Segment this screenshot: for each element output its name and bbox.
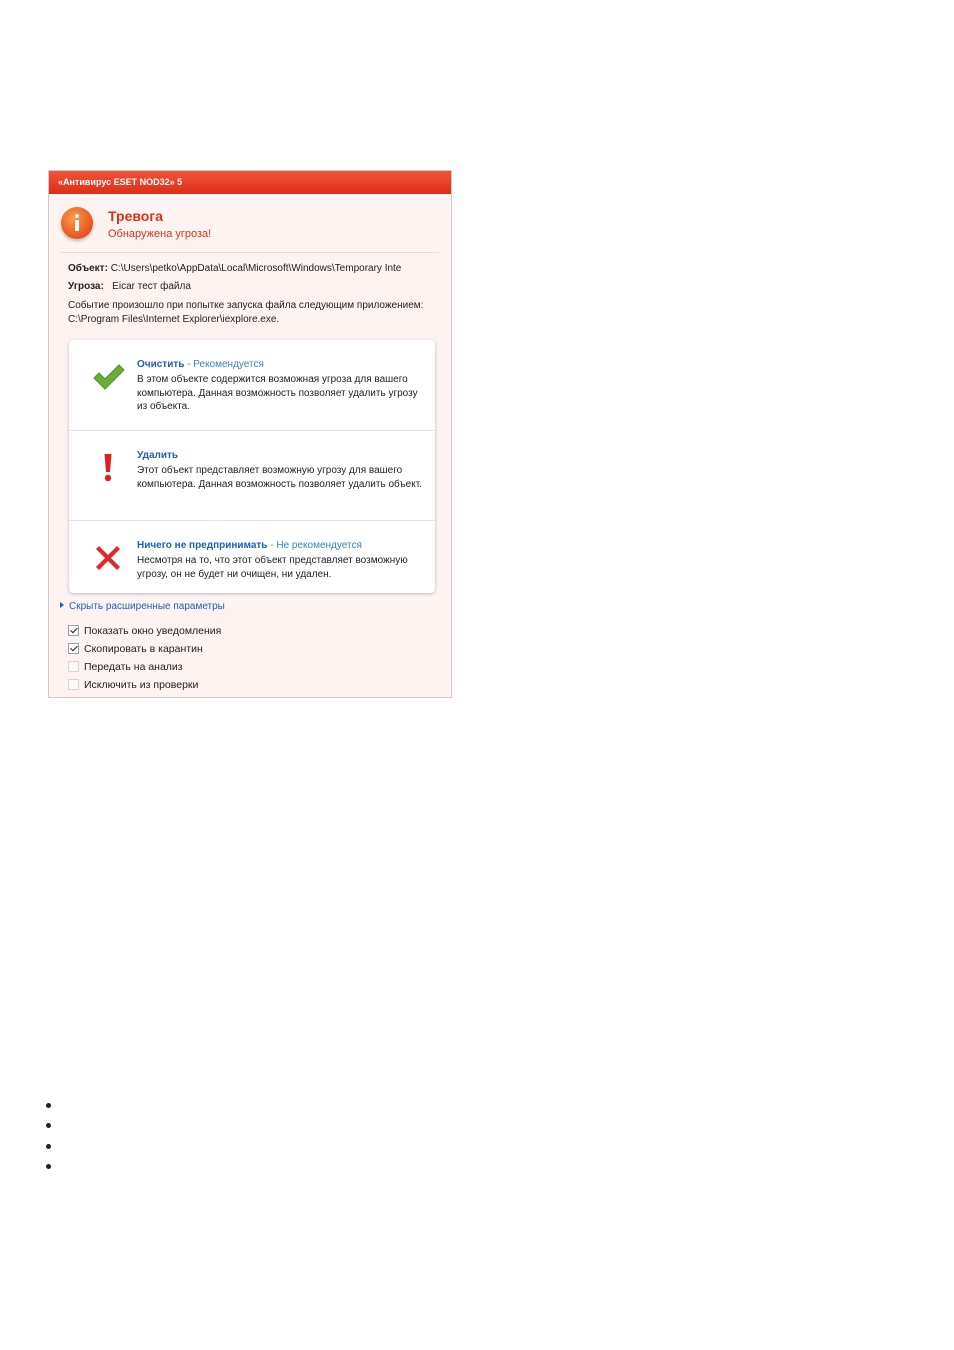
check-icon [91,360,125,394]
action-clean-recommendation: - Рекомендуется [184,359,264,370]
cross-icon [91,541,125,575]
divider [61,252,439,253]
action-clean-description: В этом объекте содержится возможная угроза для вашего компьютера. Данная возможность позволяет удалить угрозу из объекта. [137,374,418,412]
event-description: Событие произошло при попытке запуска файла следующим приложением: C:\Program Files\Internet Explorer\iexplore.exe. [68,300,424,325]
option-exclude-scan-label: Исключить из проверки [84,679,199,691]
action-list [69,340,435,593]
eset-alert-window [48,170,452,698]
info-icon [61,207,93,239]
object-path: C:\Users\petko\AppData\Local\Microsoft\Windows\Temporary Inte [110,263,402,274]
action-clean-label: Очистить [137,359,185,370]
threat-name: Eicar тест файла [112,281,191,292]
action-delete[interactable] [69,430,435,520]
option-quarantine-label: Скопировать в карантин [84,643,203,655]
window-title: «Антивирус ESET NOD32» 5 [49,171,451,194]
option-submit-analysis-label: Передать на анализ [84,661,183,673]
checkbox-exclude-scan[interactable] [68,679,79,690]
action-no-action-description: Несмотря на то, что этот объект представляет возможную угрозу, он не будет ни очищен, ни удален. [137,555,408,580]
hide-advanced-link[interactable] [60,601,225,612]
alert-subtitle: Обнаружена угроза! [108,228,212,240]
checkbox-submit-analysis[interactable] [68,661,79,672]
exclamation-icon [91,451,125,485]
action-no-action-recommendation: - Не рекомендуется [267,540,362,551]
action-no-action-title [137,540,362,551]
checkbox-show-notification[interactable] [68,625,79,636]
list-bullet [46,1164,51,1169]
option-submit-analysis[interactable] [68,660,183,674]
expand-arrow-icon [60,602,64,608]
object-label: Объект: [68,263,108,274]
object-row [68,263,401,274]
option-show-notification-label: Показать окно уведомления [84,625,222,637]
list-bullet [46,1123,51,1128]
action-clean-title [137,359,264,370]
checkbox-quarantine[interactable] [68,643,79,654]
list-bullet [46,1144,51,1149]
action-delete-label: Удалить [137,450,179,461]
option-show-notification[interactable] [68,624,221,638]
option-exclude-scan[interactable] [68,678,198,692]
action-clean[interactable] [69,340,435,430]
action-no-action[interactable] [69,520,435,593]
list-bullet [46,1103,51,1108]
threat-label: Угроза: [68,281,104,292]
hide-advanced-label: Скрыть расширенные параметры [69,601,225,612]
option-quarantine[interactable] [68,642,203,656]
action-no-action-label: Ничего не предпринимать [137,540,268,551]
threat-row [68,281,191,292]
action-delete-description: Этот объект представляет возможную угрозу для вашего компьютера. Данная возможность позволяет удалить объект. [137,465,422,490]
action-delete-title [137,450,178,461]
alert-title: Тревога [108,208,163,224]
